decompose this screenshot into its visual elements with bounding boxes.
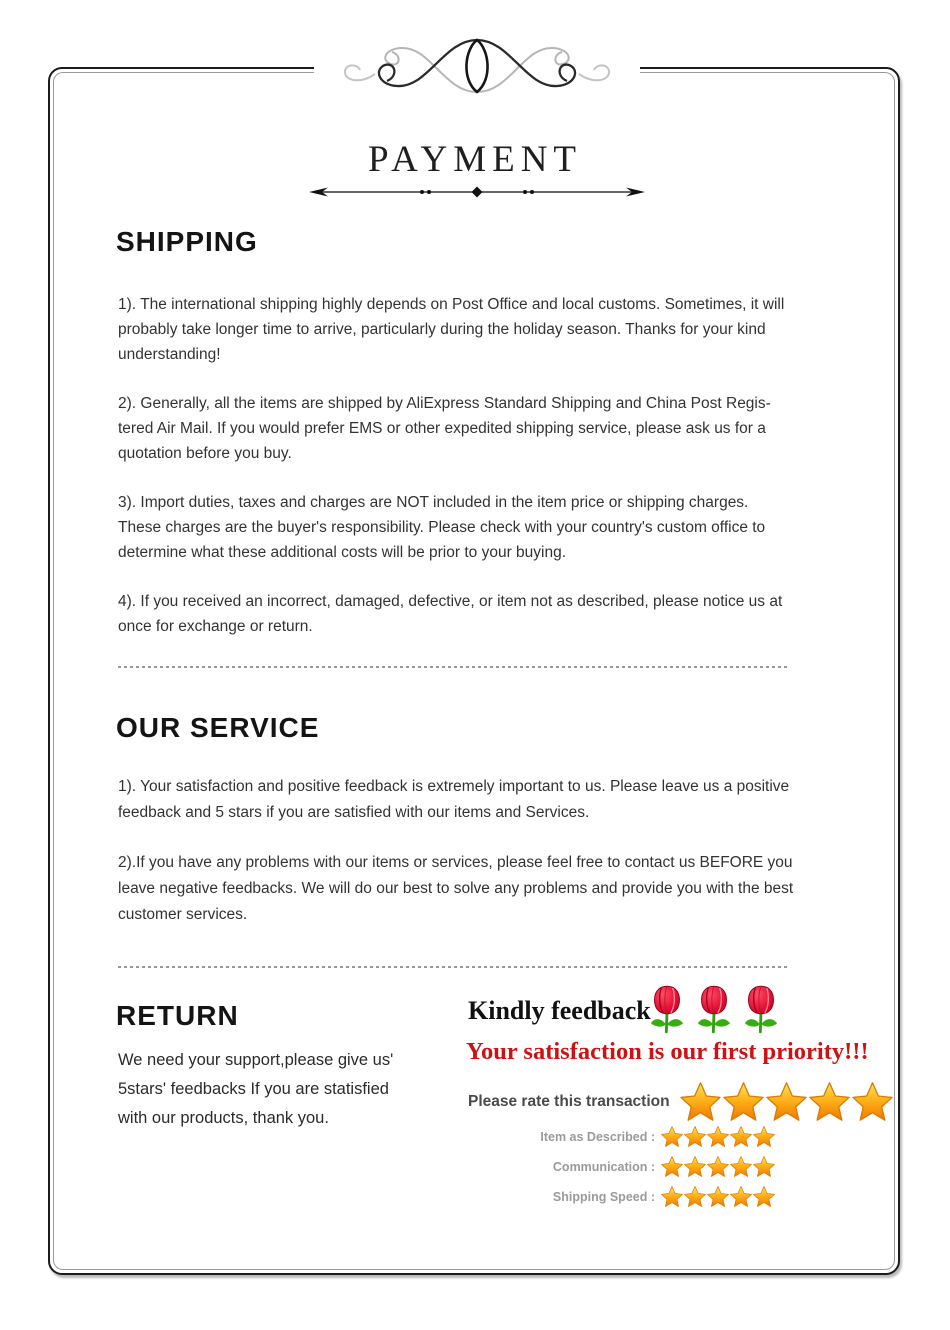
rating-row-shipping-speed: Shipping Speed : [420, 1186, 776, 1207]
star-icon [753, 1156, 775, 1177]
star-icon [661, 1126, 683, 1147]
service-paragraph: 2).If you have any problems with our items or services, please feel free to contact us BEFORE you leave negative feedbacks. We will do our best to solve any problems and provide you with the best customer services. [118, 854, 794, 923]
star-icon [684, 1126, 706, 1147]
service-paragraph: 1). Your satisfaction and positive feedback is extremely important to us. Please leave us a positive feedback and 5 stars if you are satisfied with our items and Services. [118, 778, 790, 821]
star-icon [707, 1186, 729, 1207]
shipping-paragraph: 4). If you received an incorrect, damaged, defective, or item not as described, please notice us at once for exchange or return. [118, 593, 783, 635]
rose-icon [742, 984, 780, 1036]
star-icon [707, 1126, 729, 1147]
star-icon [680, 1082, 721, 1121]
shipping-paragraph: 3). Import duties, taxes and charges are NOT included in the item price or shipping charges. These charges are the buyer's responsibility. Please check with your country's custom office to determine what these additional costs will be prior to your buying. [118, 494, 766, 561]
shipping-paragraphs [118, 292, 830, 663]
rose-icon [695, 984, 733, 1036]
rate-transaction-label: Please rate this transaction [468, 1092, 670, 1110]
shipping-heading: SHIPPING [116, 226, 258, 257]
star-icon [809, 1082, 850, 1121]
star-icon [723, 1082, 764, 1121]
kindly-feedback-label: Kindly feedback [468, 996, 651, 1025]
flourish-ornament-icon [314, 34, 640, 96]
star-icon [661, 1186, 683, 1207]
star-icon [852, 1082, 893, 1121]
shipping-paragraph: 1). The international shipping highly depends on Post Office and local customs. Sometimes, it will probably take longer time to arrive, particularly during the holiday season. Thanks for your kind understanding! [118, 296, 785, 363]
star-icon [684, 1156, 706, 1177]
rating-row-communication: Communication : [420, 1156, 776, 1177]
star-icon [730, 1126, 752, 1147]
our-service-heading: OUR SERVICE [116, 712, 320, 743]
shipping-paragraph: 2). Generally, all the items are shipped by AliExpress Standard Shipping and China Post Regis- tered Air Mail. If you would prefer EMS or other expedited shipping service, please ask us for a quotation before you buy. [118, 395, 771, 462]
rating-row-item-as-described: Item as Described : [420, 1126, 776, 1147]
rate-transaction-row [468, 1082, 893, 1121]
star-icon [730, 1156, 752, 1177]
rating-criteria-list [420, 1126, 776, 1216]
return-text: We need your support,please give us' 5stars' feedbacks If you are statisfied with our products, thank you. [118, 1051, 394, 1127]
rating-stars-large [680, 1082, 893, 1121]
service-paragraphs [118, 774, 830, 952]
star-icon [766, 1082, 807, 1121]
star-icon [707, 1156, 729, 1177]
star-icon [684, 1186, 706, 1207]
return-heading: RETURN [116, 1000, 239, 1031]
satisfaction-slogan: Your satisfaction is our first priority!!! [466, 1038, 869, 1065]
section-divider [118, 666, 790, 668]
rose-icons [648, 984, 780, 1036]
section-divider [118, 966, 790, 968]
rose-icon [648, 984, 686, 1036]
star-icon [753, 1186, 775, 1207]
rating-stars-small [661, 1156, 776, 1177]
star-icon [730, 1186, 752, 1207]
star-icon [753, 1126, 775, 1147]
star-icon [661, 1156, 683, 1177]
rating-stars-small [661, 1126, 776, 1147]
rating-stars-small [661, 1186, 776, 1207]
page-title: PAYMENT [367, 139, 583, 180]
title-divider-icon [307, 184, 647, 205]
